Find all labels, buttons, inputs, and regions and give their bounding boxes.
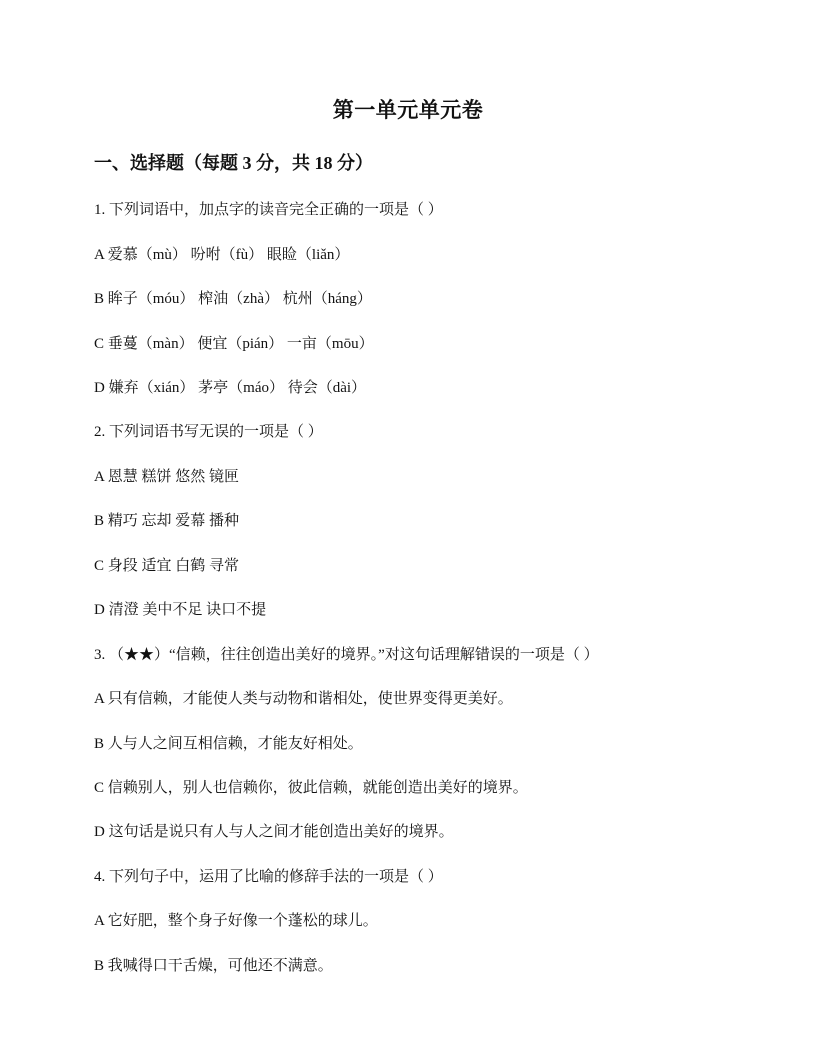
question-2-option-c: C 身段 适宜 白鹤 寻常 [94,558,240,574]
question-4-option-a: A 它好肥，整个身子好像一个蓬松的球儿。 [94,913,378,929]
question-2-stem: 2. 下列词语书写无误的一项是（ ） [94,424,323,440]
question-2-option-a: A 恩慧 糕饼 悠然 镜匣 [94,469,240,485]
question-1-option-c: C 垂蔓（màn） 便宜（pián） 一亩（mōu） [94,336,374,352]
question-2-option-d: D 清澄 美中不足 诀口不提 [94,602,267,618]
question-4-option-b: B 我喊得口干舌燥，可他还不满意。 [94,958,333,974]
section-heading [94,149,373,175]
question-2-option-b: B 精巧 忘却 爱幕 播种 [94,513,240,529]
question-3-option-c: C 信赖别人，别人也信赖你，彼此信赖，就能创造出美好的境界。 [94,780,528,796]
question-3-stem: 3. （★★）“信赖，往往创造出美好的境界。”对这句话理解错误的一项是（ ） [94,647,599,663]
section-heading-label: 一、选择题 [94,153,184,173]
question-1-option-b: B 眸子（móu） 榨油（zhà） 杭州（háng） [94,291,372,307]
question-3-option-b: B 人与人之间互相信赖，才能友好相处。 [94,736,363,752]
section-heading-note: （每题 3 分，共 18 分） [184,153,373,173]
question-3-option-a: A 只有信赖，才能使人类与动物和谐相处，使世界变得更美好。 [94,691,513,707]
page-title: 第一单元单元卷 [332,98,484,122]
question-1-option-a: A 爱慕（mù） 吩咐（fù） 眼睑（liǎn） [94,247,350,263]
question-3-option-d: D 这句话是说只有人与人之间才能创造出美好的境界。 [94,824,454,840]
question-1-option-d: D 嫌弃（xián） 茅亭（máo） 待会（dài） [94,380,367,396]
question-1-stem: 1. 下列词语中，加点字的读音完全正确的一项是（ ） [94,202,443,218]
question-4-stem: 4. 下列句子中，运用了比喻的修辞手法的一项是（ ） [94,869,443,885]
